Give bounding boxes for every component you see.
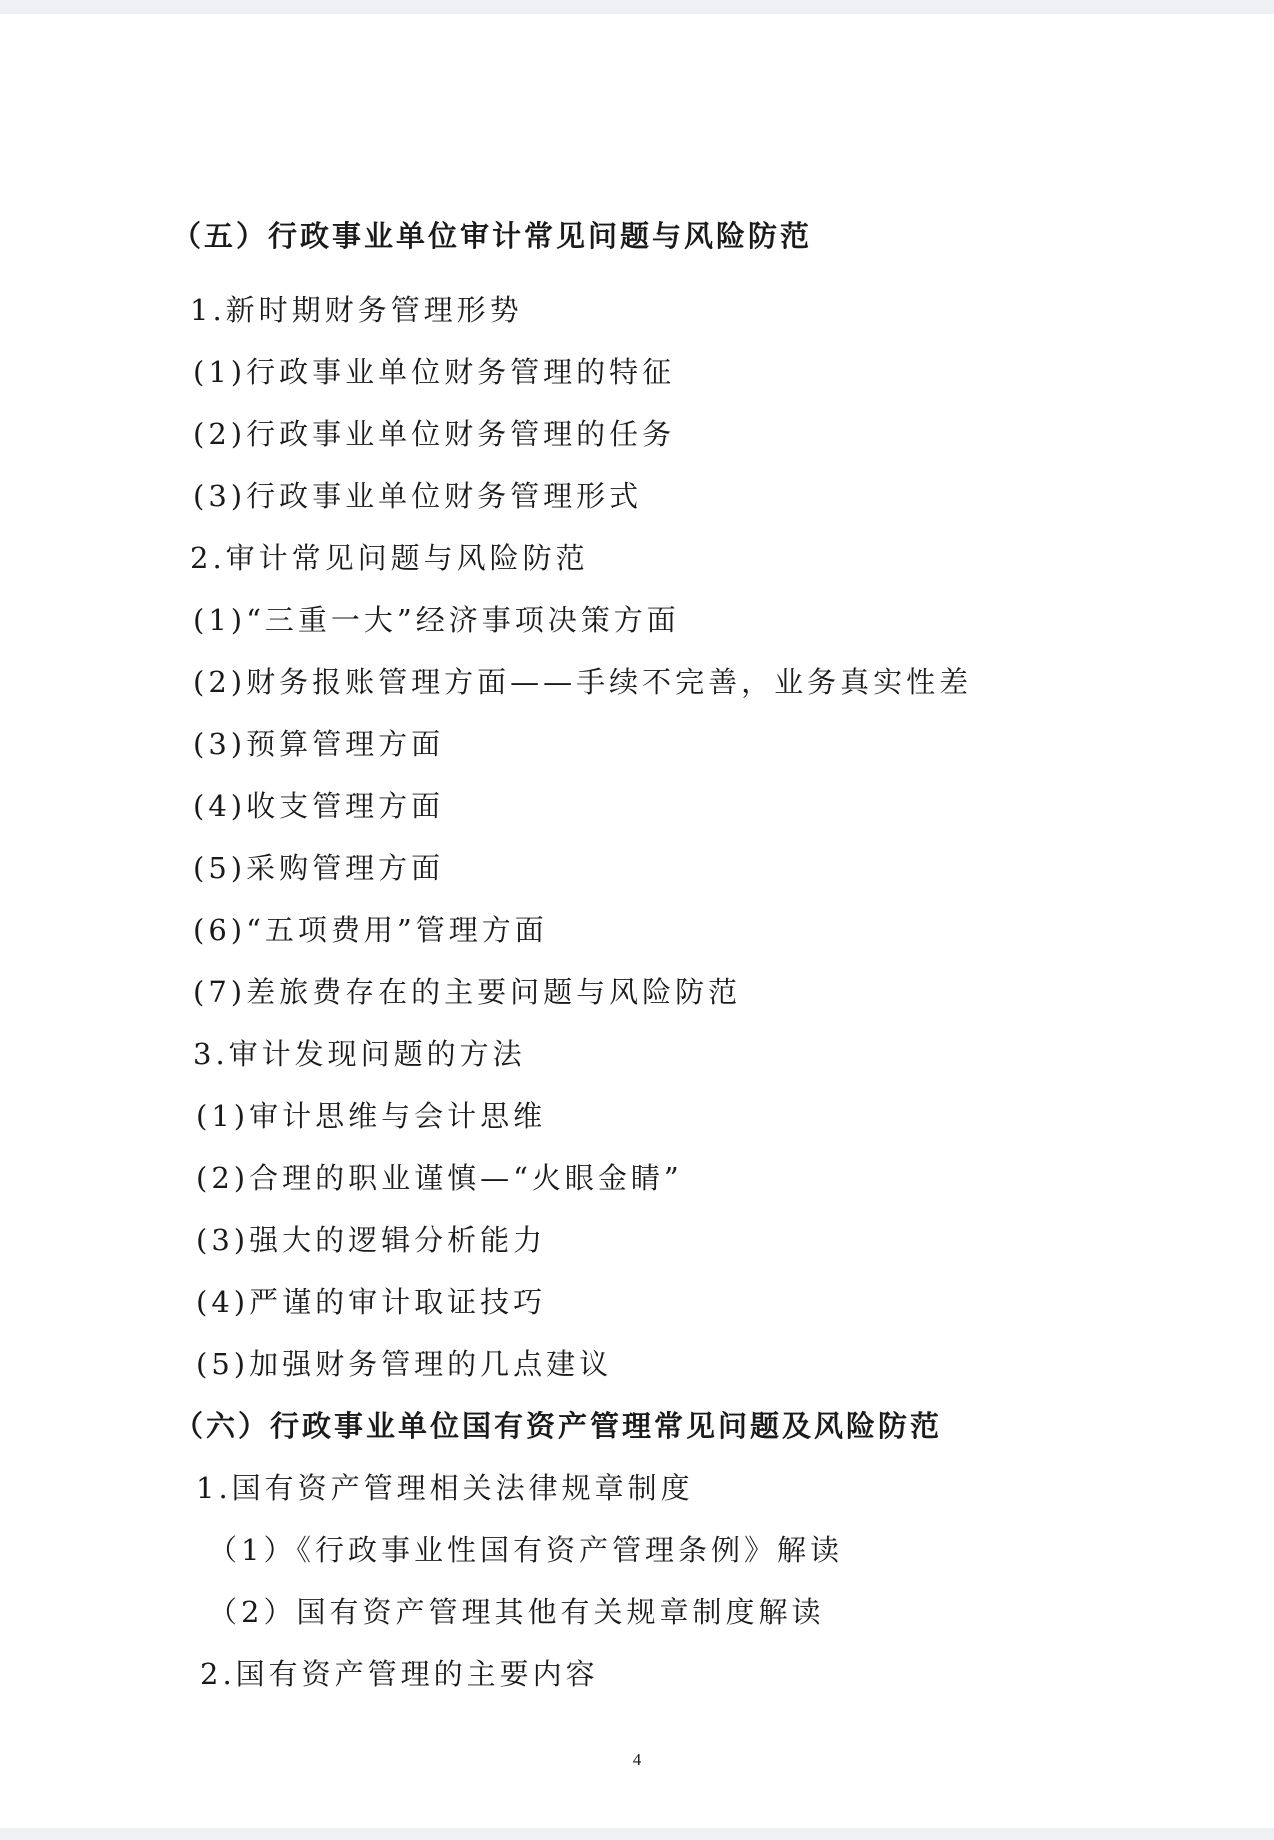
page-number: 4 [632,1750,642,1769]
subitem-1-1: (1)行政事业单位财务管理的特征 [193,355,676,389]
item-3: 3.审计发现问题的方法 [193,1037,526,1071]
item-6-1: 1.国有资产管理相关法律规章制度 [196,1471,694,1505]
subitem-2-1: (1)“三重一大”经济事项决策方面 [193,603,680,637]
subitem-3-4: (4)严谨的审计取证技巧 [196,1285,547,1319]
document-page [0,14,1274,1828]
subitem-6-1-2: （2）国有资产管理其他有关规章制度解读 [208,1595,825,1629]
subitem-2-7: (7)差旅费存在的主要问题与风险防范 [193,975,742,1009]
subitem-6-1-1: （1）《行政事业性国有资产管理条例》解读 [208,1533,843,1567]
section-heading-6: （六）行政事业单位国有资产管理常见问题及风险防范 [174,1409,943,1443]
bottom-scan-border [0,1828,1274,1840]
subitem-2-2: (2)财务报账管理方面——手续不完善，业务真实性差 [193,665,973,699]
section-heading-5: （五）行政事业单位审计常见问题与风险防范 [172,219,813,253]
item-1: 1.新时期财务管理形势 [190,293,523,327]
subitem-2-5: (5)采购管理方面 [193,851,445,885]
subitem-3-2: (2)合理的职业谨慎—“火眼金睛” [196,1161,683,1195]
subitem-2-6: (6)“五项费用”管理方面 [193,913,548,947]
subitem-3-3: (3)强大的逻辑分析能力 [196,1223,547,1257]
item-6-2: 2.国有资产管理的主要内容 [200,1657,599,1691]
subitem-2-4: (4)收支管理方面 [193,789,445,823]
subitem-3-5: (5)加强财务管理的几点建议 [196,1347,613,1381]
subitem-2-3: (3)预算管理方面 [193,727,445,761]
top-scan-border [0,0,1274,14]
subitem-1-3: (3)行政事业单位财务管理形式 [193,479,643,513]
item-2: 2.审计常见问题与风险防范 [190,541,589,575]
subitem-1-2: (2)行政事业单位财务管理的任务 [193,417,676,451]
subitem-3-1: (1)审计思维与会计思维 [196,1099,547,1133]
